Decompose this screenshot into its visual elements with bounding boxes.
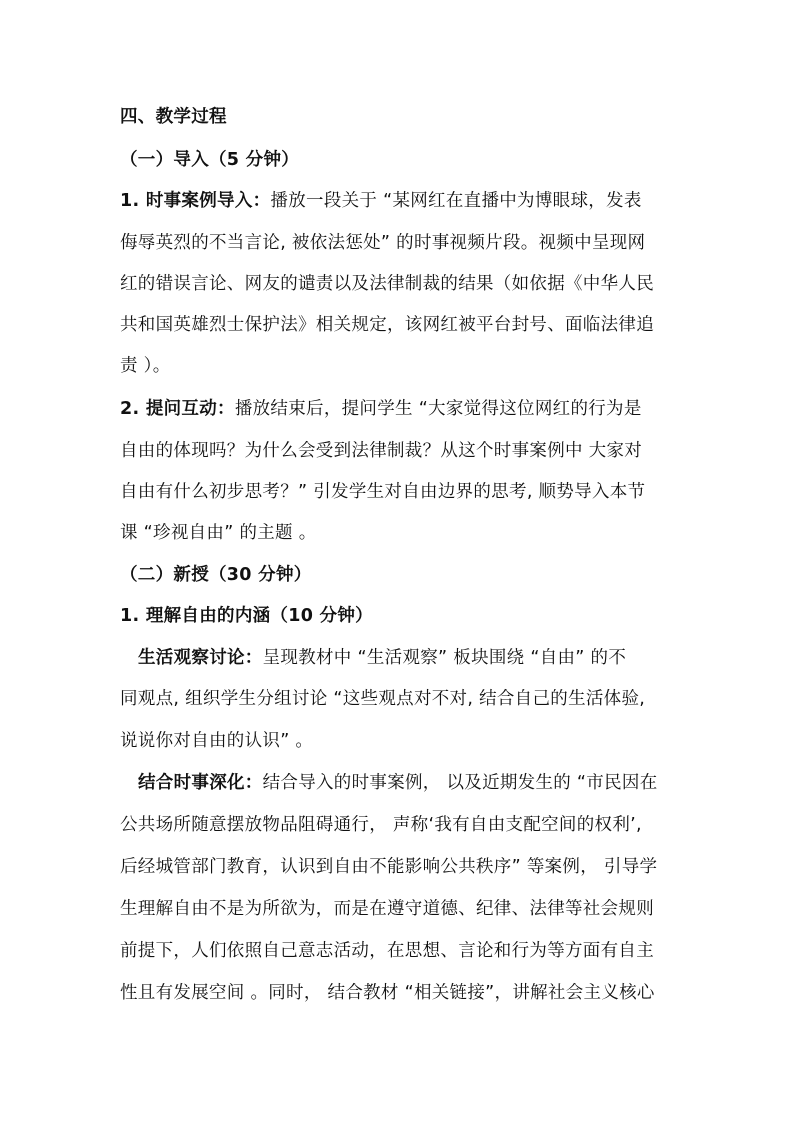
paragraph-case-intro-line-1	[120, 190, 680, 212]
paragraph-text: 播放结束后，提问学生 “大家觉得这位网红的行为是	[234, 399, 642, 419]
paragraph-life-observation-line-1	[138, 647, 680, 669]
paragraph-line: 责 ）。	[120, 356, 171, 376]
paragraph-line: 说说你对自由的认识” 。	[120, 731, 314, 751]
paragraph-current-events-line-1	[138, 772, 680, 794]
paragraph-line: 红的错误言论、网友的谴责以及法律制裁的结果（如依据《中华人民	[120, 274, 654, 294]
paragraph-line: 课 “珍视自由” 的主题 。	[120, 523, 317, 543]
subheading-understand-freedom: 1. 理解自由的内涵（10 分钟）	[120, 606, 373, 626]
paragraph-line: 自由有什么初步思考？” 引发学生对自由边界的思考, 顺势导入本节	[120, 482, 646, 502]
paragraph-text: 播放一段关于 “某网红在直播中为博眼球，发表	[270, 191, 642, 211]
subheading-intro: （一）导入（5 分钟）	[120, 150, 300, 170]
paragraph-lead: 1. 时事案例导入：	[120, 191, 271, 211]
paragraph-line: 前提下，人们依照自己意志活动，在思想、言论和行为等方面有自主	[120, 941, 654, 961]
paragraph-line: 性且有发展空间 。同时， 结合教材 “相关链接”，讲解社会主义核心	[120, 983, 655, 1003]
paragraph-line: 同观点, 组织学生分组讨论 “这些观点对不对, 结合自己的生活体验,	[120, 689, 646, 709]
paragraph-lead: 2. 提问互动：	[120, 399, 235, 419]
paragraph-line: 生理解自由不是为所欲为，而是在遵守道德、纪律、法律等社会规则	[120, 899, 654, 919]
paragraph-question-line-1	[120, 398, 680, 420]
paragraph-text: 呈现教材中 “生活观察” 板块围绕 “自由” 的不	[262, 648, 627, 668]
paragraph-lead: 结合时事深化：	[138, 773, 263, 793]
paragraph-line: 自由的体现吗？为什么会受到法律制裁？从这个时事案例中 大家对	[120, 441, 643, 461]
paragraph-text: 结合导入的时事案例， 以及近期发生的 “市民因在	[262, 773, 658, 793]
paragraph-line: 共和国英雄烈士保护法》相关规定，该网红被平台封号、面临法律追	[120, 315, 654, 335]
paragraph-lead: 生活观察讨论：	[138, 648, 263, 668]
section-title: 四、教学过程	[120, 107, 227, 127]
paragraph-line: 公共场所随意摆放物品阻碍通行， 声称‘我有自由支配空间的权利’,	[120, 815, 642, 835]
paragraph-line: 后经城管部门教育，认识到自由不能影响公共秩序” 等案例， 引导学	[120, 857, 658, 877]
paragraph-line: 侮辱英烈的不当言论, 被依法惩处” 的时事视频片段。视频中呈现网	[120, 233, 646, 253]
subheading-new-lesson: （二）新授（30 分钟）	[120, 565, 312, 585]
